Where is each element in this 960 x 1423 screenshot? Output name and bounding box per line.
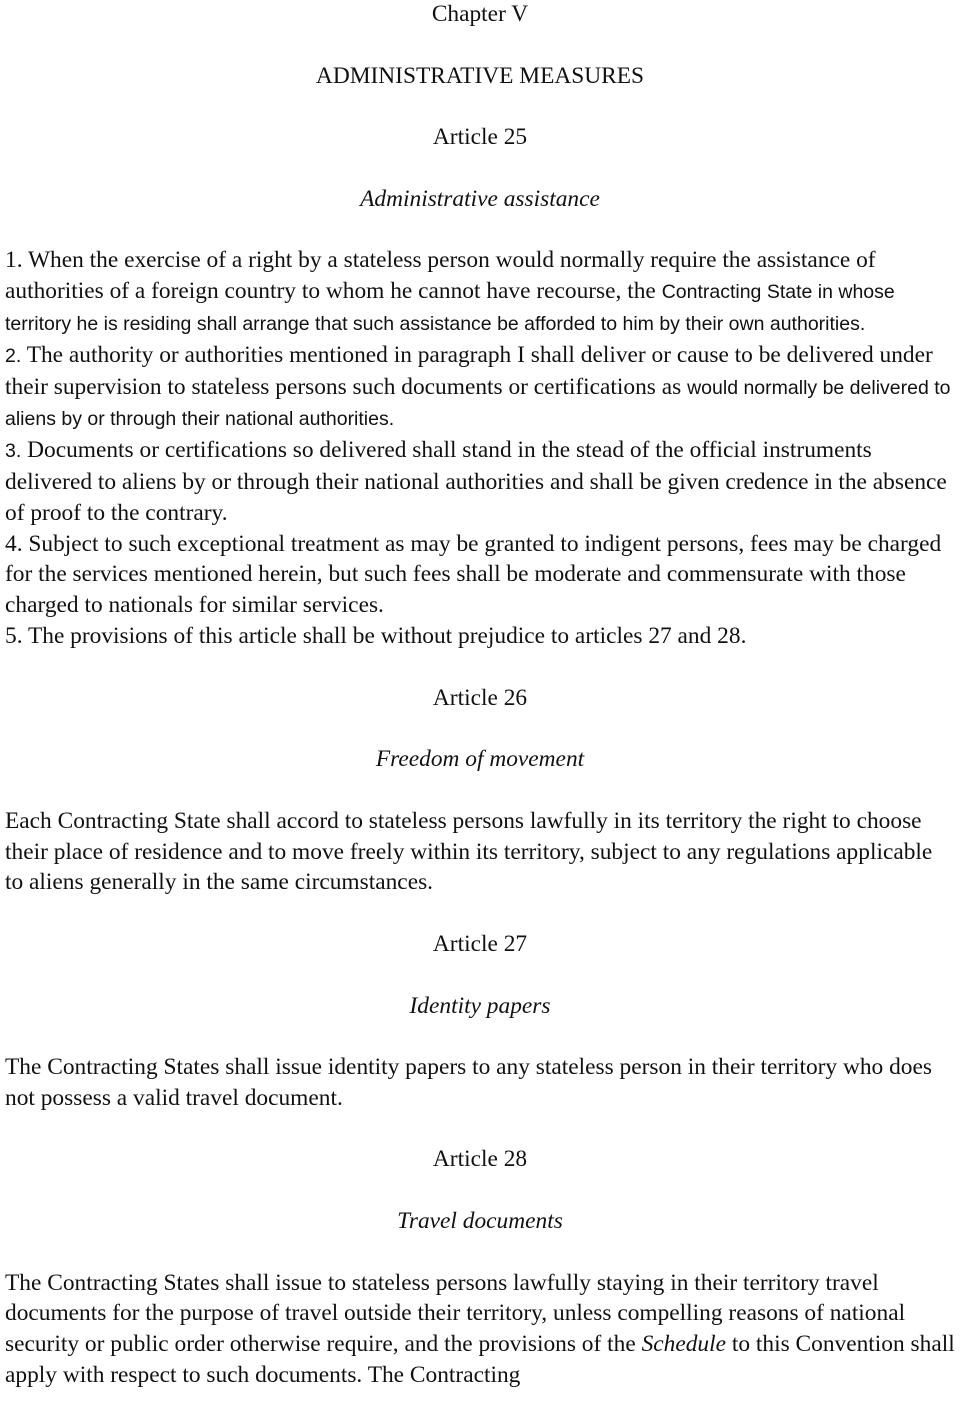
paragraph-number: 5. [5,622,23,649]
paragraph-number: 1. [5,247,23,274]
paragraph-1 [5,245,955,339]
article-subtitle: Travel documents [397,1208,563,1235]
article-body [5,1268,955,1391]
article-body: The Contracting States shall issue identity papers to any stateless person in their territory who does not possess a valid travel document. [5,1054,932,1111]
article-heading: Article 27 [432,930,528,957]
article-subtitle: Administrative assistance [360,185,600,212]
article-25 [5,122,955,652]
article-27 [5,929,955,1114]
article-heading: Article 25 [432,124,528,151]
paragraph-text: Subject to such exceptional treatment as may be granted to indigent persons, fees may be charged for the services mentioned herein, but such fees shall be moderate and commensurate with those charged to nationals for similar services. [5,530,942,619]
article-heading: Article 26 [432,684,528,711]
paragraph-text-sans: Contracting State in whose territory he is residing shall arrange that such assistance be afforded to him by their own authorities. [5,281,895,335]
paragraph-4 [5,529,955,621]
paragraph-text-sans: would normally be delivered to aliens by or through their national authorities. [5,376,951,431]
document-page [5,0,955,1391]
schedule-reference: Schedule [641,1331,726,1358]
paragraph-text: The provisions of this article shall be without prejudice to articles 27 and 28. [22,622,747,649]
chapter-number: Chapter V [431,1,529,27]
article-subtitle: Identity papers [409,992,551,1019]
paragraph-5 [5,621,955,652]
article-26 [5,683,955,899]
paragraph-number: 3. [5,440,22,463]
chapter-title: ADMINISTRATIVE MEASURES [315,62,645,89]
paragraph-number: 2. [5,344,22,367]
article-28 [5,1144,955,1390]
article-body: Each Contracting State shall accord to stateless persons lawfully in its territory the right to choose their place of residence and to move freely within its territory, subject to any regulations applicable to aliens generally in the same circumstances. [5,807,933,896]
paragraph-2 [5,340,955,435]
article-subtitle: Freedom of movement [375,746,585,773]
paragraph-text: When the exercise of a right by a stateless person would normally require the assistance of authorities of a foreign country to whom he cannot have recourse, the [5,247,876,305]
article-body-tail: to this Convention shall apply with respect to such documents. The Contracting [5,1331,955,1389]
paragraph-number: 4. [5,530,23,557]
paragraph-text: The authority or authorities mentioned in paragraph I shall deliver or cause to be delivered under their supervision to stateless persons such documents or certifications as [5,341,933,400]
paragraph-text: Documents or certifications so delivered shall stand in the stead of the official instruments delivered to aliens by or through their national authorities and shall be given credence in the absence of proof to the contrary. [5,437,947,526]
paragraph-3 [5,435,955,528]
article-body-text: The Contracting States shall issue to stateless persons lawfully staying in their territory travel documents for the purpose of travel outside their territory, unless compelling reasons of national security or public order otherwise require, and the provisions of the [5,1269,906,1358]
article-heading: Article 28 [432,1146,528,1173]
